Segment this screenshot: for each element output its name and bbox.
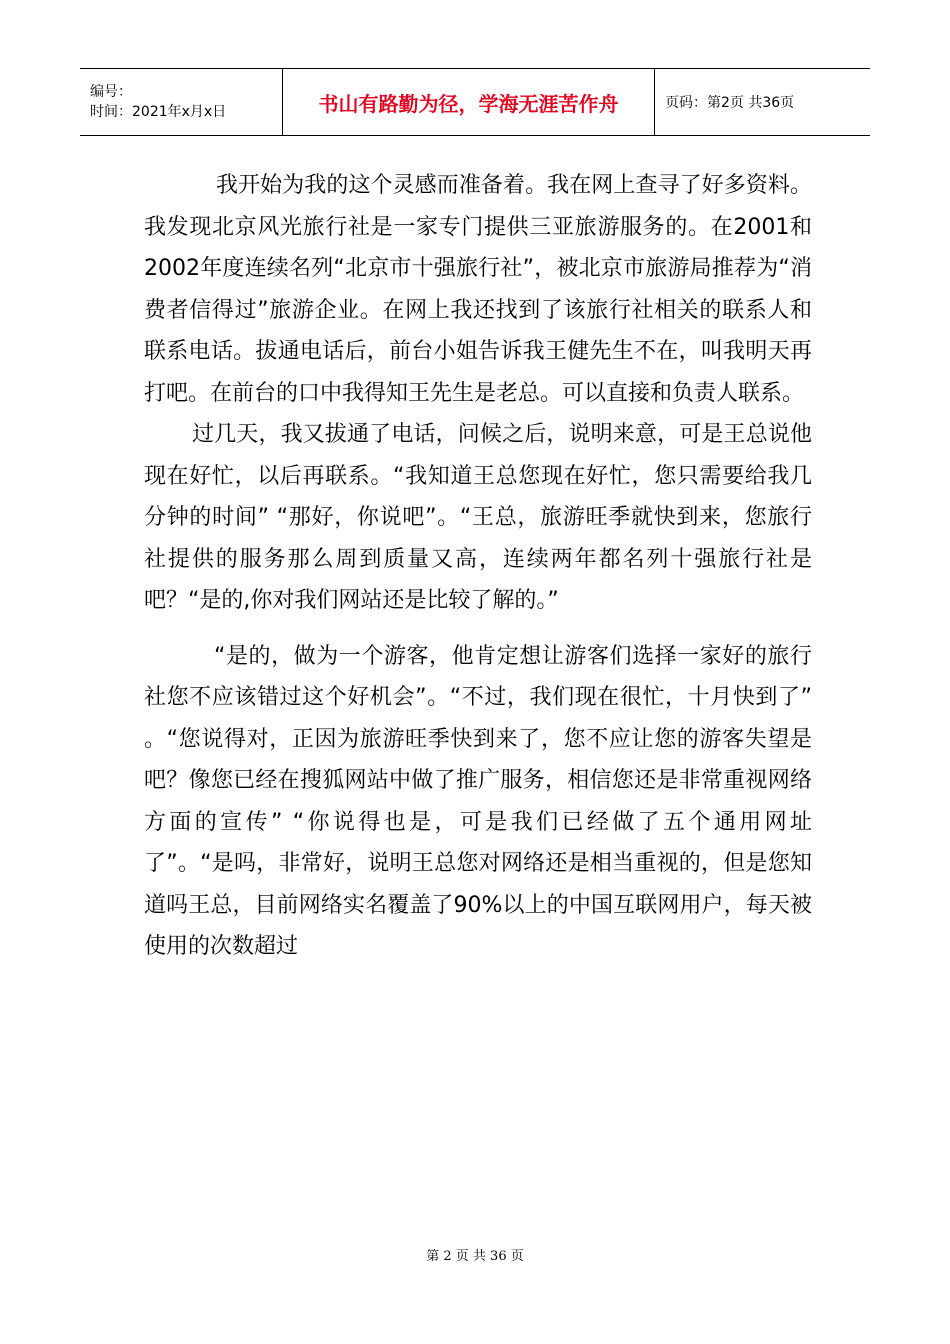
page-footer: 第 2 页 共 36 页 — [426, 1249, 524, 1264]
header-page-cell — [655, 69, 870, 135]
body-paragraph-3: “是的，做为一个游客，他肯定想让游客们选择一家好的旅行社您不应该错过这个好机会”。“不过，我们现在很忙，十月快到了” 。“您说得对，正因为旅游旺季快到来了，您不应让您的游客失望是吧？像您已经在搜狐网站中做了推广服务，相信您还是非常重视网络方面的宣传” “你说得也是，可是我们已经做了五个通用网址了”。“是吗，非常好，说明王总您对网络还是相当重视的，但是您知道吗王总，目前网络实名覆盖了90%以上的中国互联网用户，每天被使用的次数超过 — [144, 643, 812, 959]
header-motto: 书山有路勤为径，学海无涯苦作舟 — [318, 91, 619, 116]
body-paragraph-1: 我开始为我的这个灵感而准备着。我在网上查寻了好多资料。我发现北京风光旅行社是一家专门提供三亚旅游服务的。在2001和2002年度连续名列“北京市十强旅行社”，被北京市旅游局推荐为“消费者信得过”旅游企业。在网上我还找到了该旅行社相关的联系人和联系电话。拔通电话后，前台小姐告诉我王健先生不在，叫我明天再打吧。在前台的口中我得知王先生是老总。可以直接和负责人联系。 — [144, 173, 812, 406]
document-number-label: 编号： — [90, 84, 132, 100]
body-paragraph-2: 过几天，我又拔通了电话，问候之后，说明来意，可是王总说他现在好忙，以后再联系。“我知道王总您现在好忙，您只需要给我几分钟的时间” “那好，你说吧”。“王总，旅游旺季就快到来，您旅行社提供的服务那么周到质量又高，连续两年都名列十强旅行社是吧？“是的,你对我们网站还是比较了解的。” — [144, 422, 812, 613]
document-date: 时间：2021年x月x日 — [90, 104, 227, 120]
header-motto-cell — [283, 69, 655, 135]
document-header — [80, 68, 870, 136]
header-page-info: 页码：第2页 共36页 — [665, 95, 795, 111]
document-body — [144, 165, 812, 968]
header-meta-cell — [80, 69, 283, 135]
